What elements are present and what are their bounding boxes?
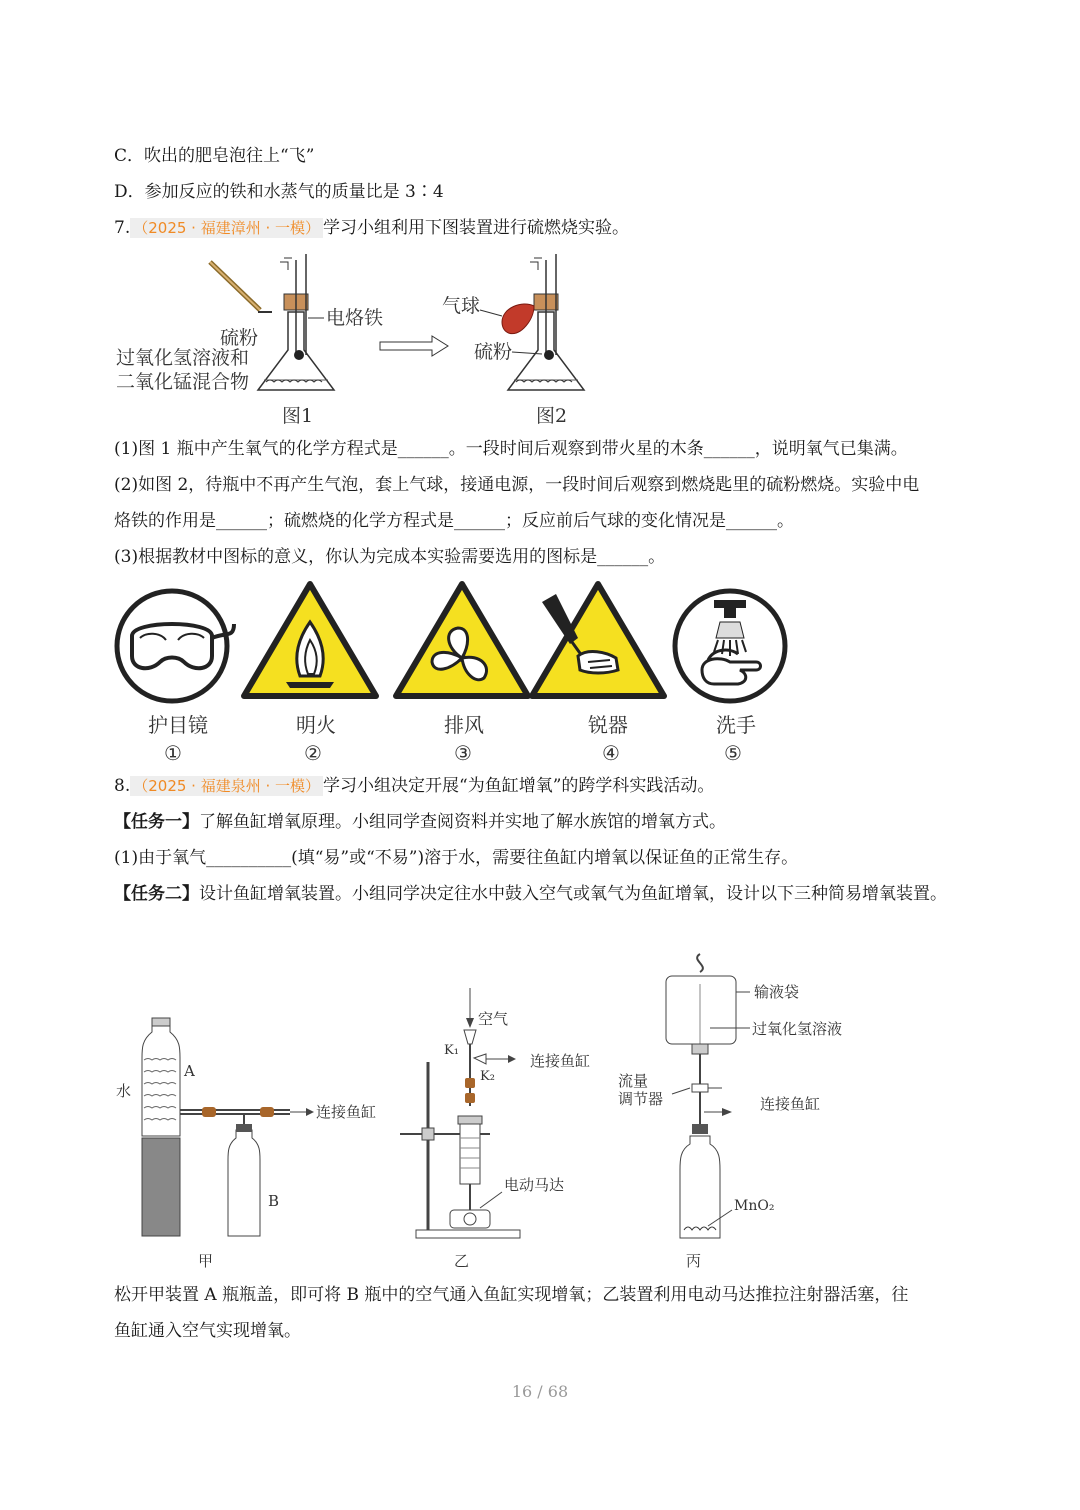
icon-num-2: ② xyxy=(304,741,322,765)
icon-num-1: ① xyxy=(164,741,182,765)
apparatus-jia xyxy=(142,1018,314,1236)
sulfur-experiment-figure xyxy=(110,250,610,430)
bing-label-bag: 输液袋 xyxy=(754,983,800,1001)
oxygenation-apparatus-figure xyxy=(110,948,870,1273)
stem-text: 学习小组利用下图装置进行硫燃烧实验。 xyxy=(323,218,630,238)
icon-num-3: ③ xyxy=(454,741,472,765)
q8-sub1: (1)由于氧气__________(填“易”或“不易”)溶于水，需要往鱼缸内增氧以保证鱼的正常生存。 xyxy=(114,848,799,868)
q8-paragraph-line1: 松开甲装置 A 瓶瓶盖，即可将 B 瓶中的空气通入鱼缸实现增氧；乙装置利用电动马达推拉注射器活塞，往 xyxy=(114,1285,909,1305)
bing-label-flow-2: 调节器 xyxy=(618,1090,664,1108)
yi-label-motor: 电动马达 xyxy=(504,1176,565,1194)
label-electric-iron: 电烙铁 xyxy=(326,307,384,329)
icon-label-goggles: 护目镜 xyxy=(148,713,208,737)
figure-2-caption: 图2 xyxy=(536,405,568,427)
yi-label-air: 空气 xyxy=(478,1010,509,1028)
q7-sub1: (1)图 1 瓶中产生氧气的化学方程式是______。一段时间后观察到带火星的木条______，说明氧气已集满。 xyxy=(114,439,908,459)
open-flame-icon xyxy=(244,584,376,696)
sharp-object-icon xyxy=(532,584,664,696)
yi-label-k1: K₁ xyxy=(444,1043,459,1058)
label-balloon: 气球 xyxy=(442,295,481,317)
yi-caption: 乙 xyxy=(454,1252,470,1270)
task1-text: 了解鱼缸增氧原理。小组同学查阅资料并实地了解水族馆的增氧方式。 xyxy=(199,812,726,832)
question-number: 8. xyxy=(114,776,131,796)
q7-sub2-line1: (2)如图 2，待瓶中不再产生气泡，套上气球，接通电源，一段时间后观察到燃烧匙里的硫粉燃烧。实验中电 xyxy=(114,475,920,495)
bing-label-solution: 过氧化氢溶液 xyxy=(752,1020,843,1038)
q8-paragraph-line2: 鱼缸通入空气实现增氧。 xyxy=(114,1321,301,1341)
yi-label-k2: K₂ xyxy=(480,1069,495,1084)
stem-text: 学习小组决定开展“为鱼缸增氧”的跨学科实践活动。 xyxy=(323,776,715,796)
jia-label-water: 水 xyxy=(116,1082,132,1100)
source-tag: （2025 · 福建漳州 · 一模） xyxy=(130,218,323,238)
icon-label-wash: 洗手 xyxy=(716,713,756,737)
yi-label-connect: 连接鱼缸 xyxy=(530,1052,591,1070)
icon-label-ventilation: 排风 xyxy=(444,713,484,737)
icon-label-flame: 明火 xyxy=(296,713,336,737)
question-number: 7. xyxy=(114,218,131,238)
page-number: 16 / 68 xyxy=(511,1382,569,1401)
jia-label-a: A xyxy=(184,1062,195,1080)
balloon-icon xyxy=(502,304,534,334)
figure-1-caption: 图1 xyxy=(282,405,314,427)
jia-label-b: B xyxy=(268,1192,280,1210)
question-7-stem xyxy=(114,216,629,240)
bing-label-flow-1: 流量 xyxy=(618,1072,649,1090)
task2-text: 设计鱼缸增氧装置。小组同学决定往水中鼓入空气或氧气为鱼缸增氧，设计以下三种简易增氧装置。 xyxy=(199,884,947,904)
jia-label-connect: 连接鱼缸 xyxy=(316,1103,377,1121)
option-c: C．吹出的肥皂泡往上“飞” xyxy=(114,146,315,166)
bing-label-mno2: MnO₂ xyxy=(734,1198,775,1214)
arrow-right-icon xyxy=(380,336,448,356)
icon-num-4: ④ xyxy=(602,741,620,765)
bing-label-connect: 连接鱼缸 xyxy=(760,1095,821,1113)
label-sulfur-2: 硫粉 xyxy=(474,341,513,363)
label-sulfur-1: 硫粉 xyxy=(220,327,259,349)
question-8-stem xyxy=(114,774,714,798)
option-d: D．参加反应的铁和水蒸气的质量比是 3∶4 xyxy=(114,182,444,202)
task2-heading: 【任务二】 xyxy=(114,884,199,904)
source-tag: （2025 · 福建泉州 · 一模） xyxy=(130,776,323,796)
q8-task2 xyxy=(114,876,966,912)
icon-label-sharp: 锐器 xyxy=(588,713,628,737)
q7-sub3: (3)根据教材中图标的意义，你认为完成本实验需要选用的图标是______。 xyxy=(114,547,666,567)
task1-heading: 【任务一】 xyxy=(114,812,199,832)
wash-hands-icon xyxy=(675,591,785,701)
goggles-icon xyxy=(117,591,234,701)
ventilation-fan-icon xyxy=(396,584,528,696)
q8-task1 xyxy=(114,810,726,834)
label-solution-line1: 过氧化氢溶液和 xyxy=(116,347,250,369)
apparatus-bing xyxy=(666,954,750,1238)
jia-caption: 甲 xyxy=(198,1252,214,1270)
icon-num-5: ⑤ xyxy=(724,741,742,765)
q7-sub2-line2: 烙铁的作用是______；硫燃烧的化学方程式是______；反应前后气球的变化情况是______。 xyxy=(114,511,794,531)
safety-icons-row xyxy=(110,578,790,768)
label-solution-line2: 二氧化锰混合物 xyxy=(116,371,250,393)
flask-1-icon xyxy=(258,254,334,390)
bing-caption: 丙 xyxy=(686,1252,702,1270)
